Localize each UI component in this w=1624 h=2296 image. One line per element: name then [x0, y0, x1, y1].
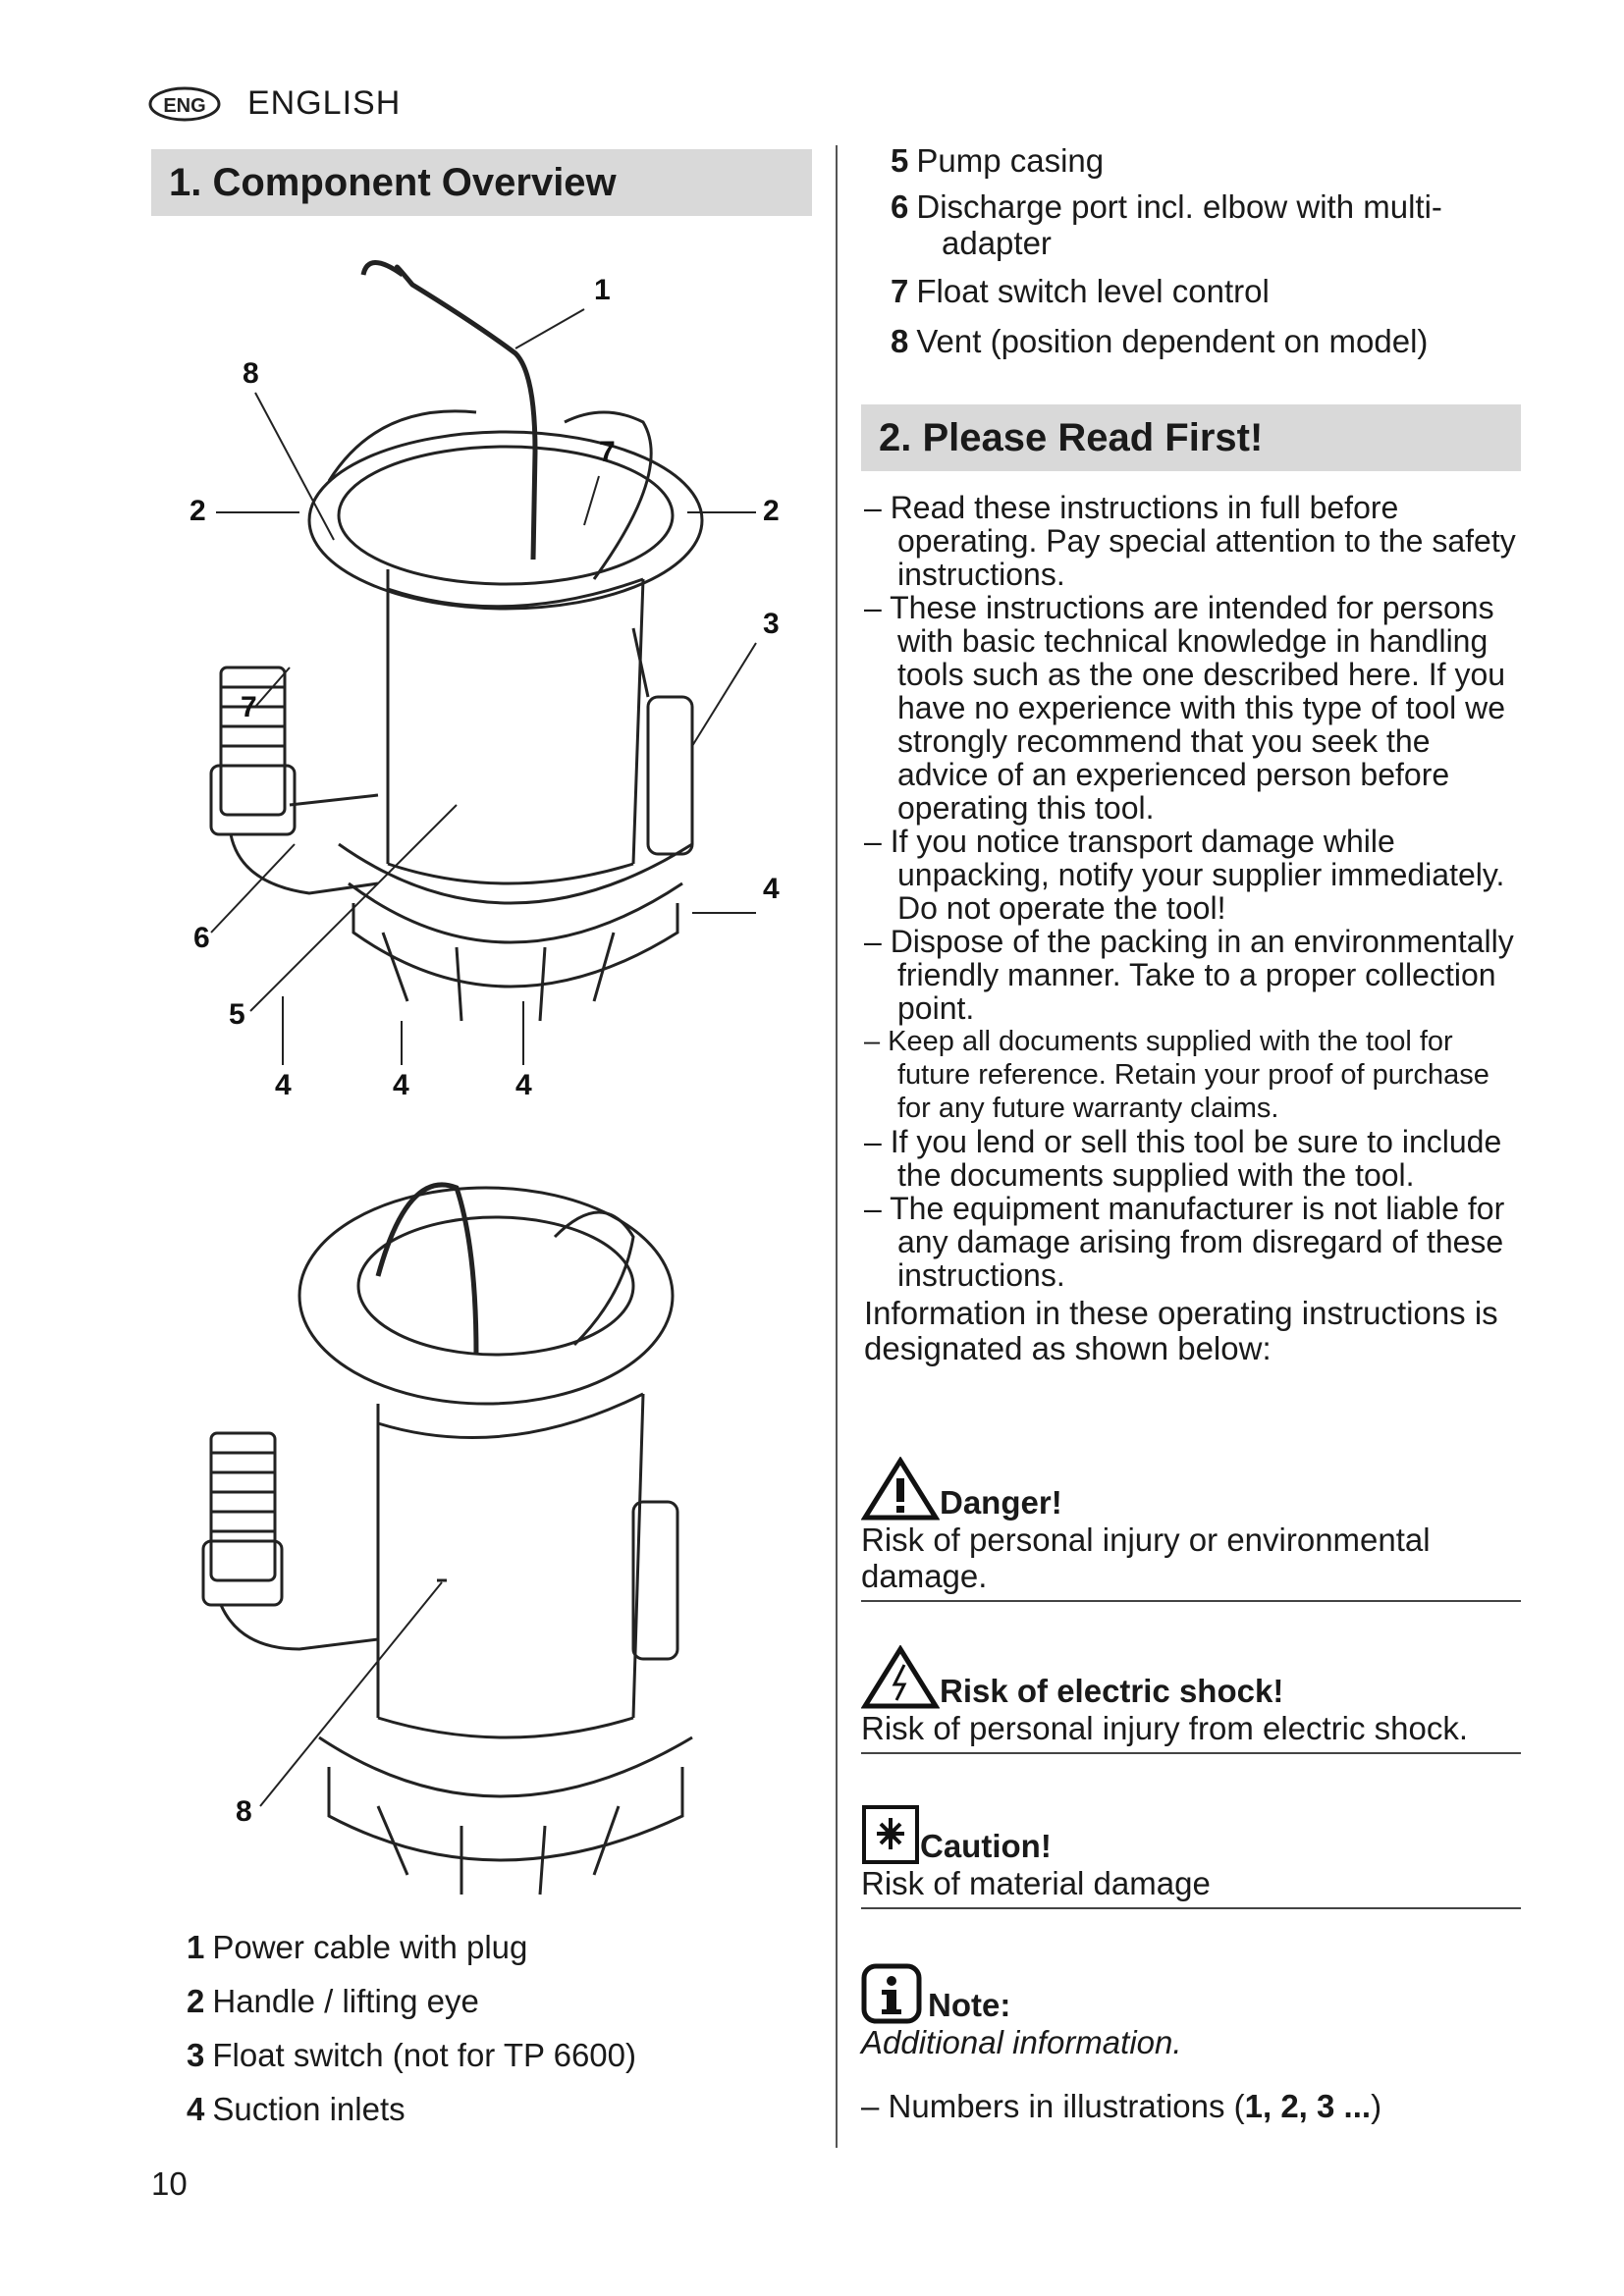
warning-triangle-icon: [861, 1457, 940, 1522]
callout-8-top: 8: [243, 357, 259, 390]
language-header: [147, 84, 401, 123]
callout-1: 1: [594, 274, 611, 306]
caution-icon: [861, 1804, 920, 1865]
rule-item: – Dispose of the packing in an environmentally friendly manner. Take to a proper collection point.: [864, 924, 1514, 1026]
notice-text-danger: Risk of personal injury or environmental damage.: [861, 1522, 1431, 1594]
read-first-rules: [864, 491, 1524, 1366]
page-number: 10: [151, 2165, 188, 2202]
component-item: 1 Power cable with plug: [187, 1929, 528, 1965]
info-icon: [861, 1963, 922, 2024]
callout-4-c: 4: [515, 1069, 532, 1101]
numbers-in-illustrations-note: – Numbers in illustrations (1, 2, 3 ...): [861, 2088, 1382, 2124]
rule-item: – Keep all documents supplied with the tool for future reference. Retain your proof of purchase for any future warranty claims.: [864, 1026, 1489, 1124]
component-list-right: [891, 141, 1491, 369]
language-badge-text: ENG: [163, 94, 206, 117]
notice-title-note: Note:: [928, 1987, 1011, 2023]
callout-5: 5: [229, 998, 245, 1031]
component-item: 8 Vent (position dependent on model): [891, 323, 1429, 359]
callout-2-left: 2: [189, 495, 206, 527]
notice-title-caution: Caution!: [920, 1828, 1052, 1864]
notice-text-caution: Risk of material damage: [861, 1865, 1211, 1901]
rule-item: – Read these instructions in full before operating. Pay special attention to the safety instructions.: [864, 490, 1516, 592]
section-heading-component-overview: 1. Component Overview: [151, 149, 812, 216]
rule-item: – If you lend or sell this tool be sure to include the documents supplied with the tool.: [864, 1124, 1502, 1193]
callout-4-a: 4: [275, 1069, 292, 1101]
callout-4-b: 4: [393, 1069, 409, 1101]
electric-shock-icon: [861, 1645, 940, 1710]
callout-6: 6: [193, 922, 210, 954]
notice-electric-shock: [861, 1645, 1521, 1754]
language-label: ENGLISH: [247, 84, 402, 122]
notice-caution: [861, 1804, 1521, 1909]
pump-illustration-2: [182, 1129, 771, 1914]
notice-note: [861, 1963, 1521, 2125]
language-badge-icon: [147, 85, 222, 123]
notice-text-electric-shock: Risk of personal injury from electric shock.: [861, 1710, 1469, 1746]
notice-title-electric-shock: Risk of electric shock!: [940, 1673, 1284, 1709]
notice-text-note: Additional information.: [861, 2024, 1182, 2060]
component-item: 7 Float switch level control: [891, 273, 1270, 309]
notice-title-danger: Danger!: [940, 1484, 1062, 1521]
callout-2-right: 2: [763, 495, 780, 527]
callout-3: 3: [763, 608, 780, 640]
component-list-left: [187, 1924, 636, 2140]
rule-item: – If you notice transport damage while unpacking, notify your supplier immediately. Do not operate the tool!: [864, 824, 1505, 926]
designation-intro: Information in these operating instructions is designated as shown below:: [864, 1295, 1498, 1366]
component-item: 6 Discharge port incl. elbow with multi-adapter: [891, 188, 1442, 261]
rule-item: – The equipment manufacturer is not liable for any damage arising from disregard of these instructions.: [864, 1191, 1505, 1293]
callout-8-bottom: 8: [236, 1795, 252, 1828]
callout-7-top: 7: [599, 436, 616, 468]
component-item: 3 Float switch (not for TP 6600): [187, 2037, 637, 2073]
component-item: 2 Handle / lifting eye: [187, 1983, 479, 2019]
callout-4-right: 4: [763, 873, 780, 905]
section-heading-please-read-first: 2. Please Read First!: [861, 404, 1521, 471]
component-item: 5 Pump casing: [891, 142, 1105, 179]
rule-item: – These instructions are intended for persons with basic technical knowledge in handling tools such as the one described here. If you have no experience with this type of tool we strongly recommend that you seek the advice of an experienced person before operating this tool.: [864, 590, 1506, 826]
pump-illustration-1: [182, 255, 810, 1109]
component-item: 4 Suction inlets: [187, 2091, 406, 2127]
notice-danger: [861, 1457, 1521, 1602]
column-divider: [836, 145, 838, 2148]
callout-7-left: 7: [241, 691, 257, 723]
